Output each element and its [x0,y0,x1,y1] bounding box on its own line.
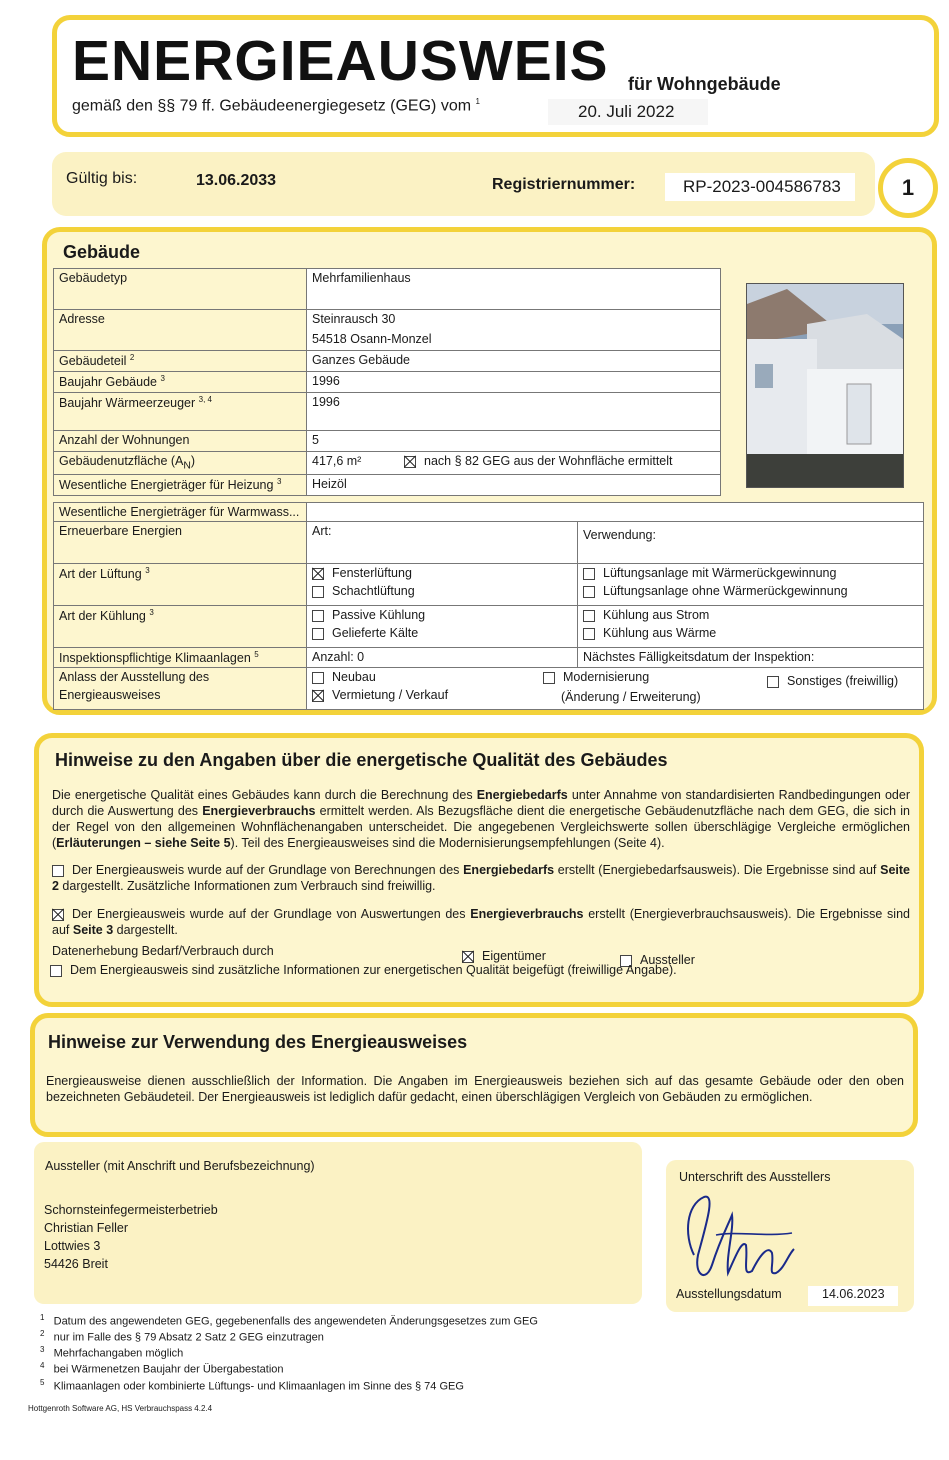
datenerhebung-label: Datenerhebung Bedarf/Verbrauch durch [52,944,274,958]
footnotes: $^1$ Datum des angewendeten GEG, gegebenenfalls des angewendeten Änderungsgesetzes zum GEG $^2$ nur im Falle des § 79 Absatz 2 Satz 2 GEG einzutragen $^3$ Mehrfachangaben möglich $^4$ bei Wärmenetzen Baujahr der Übergabestation $^5$ Klimaanlagen oder kombinierte Lüftungs- und Klimaanlagen im Sinne des § 74 GEG [40,1313,538,1393]
issue-date-value: 14.06.2023 [808,1286,898,1306]
label-baujahr: Baujahr Gebäude $^3$ [54,372,307,393]
software-credit: Hottgenroth Software AG, HS Verbrauchspass 4.2.4 [28,1404,213,1413]
label-adresse: Adresse [54,310,307,351]
kuehlung-options-left: Passive Kühlung Gelieferte Kälte [307,606,578,648]
label-klimaanlagen: Inspektionspflichtige Klimaanlagen $^5$ [54,648,307,668]
label-erneuerbare: Erneuerbare Energien [54,522,307,564]
value-wohnungen: 5 [307,431,721,452]
kuehlung-options-right: Kühlung aus Strom Kühlung aus Wärme [578,606,924,648]
value-heizung: Heizöl [307,474,721,495]
valid-until-value: 13.06.2033 [196,172,277,189]
label-lueftung: Art der Lüftung $^3$ [54,564,307,606]
anlass-options: Neubau Vermietung / Verkauf Modernisierung (Änderung / Erweiterung) Sonstiges (freiwillig) [307,668,924,710]
value-gebaeudetyp: Mehrfamilienhaus [307,269,721,310]
lueftung-options-right: Lüftungsanlage mit Wärmerückgewinnung Lüftungsanlage ohne Wärmerückgewinnung [578,564,924,606]
building-table-top [53,268,721,496]
issuer-address: Schornsteinfegermeisterbetrieb Christian Feller Lottwies 3 54426 Breit [44,1203,218,1271]
checkbox-neubau [312,672,324,684]
checkbox-lueftung-ohne-wrg [583,586,595,598]
checkbox-schachtlueftung [312,586,324,598]
datenerhebung-eigentuemer: Eigentümer [462,948,546,964]
hinweise-bedarf-option: Der Energieausweis wurde auf der Grundlage von Berechnungen des Energiebedarfs erstellt (Energiebedarfsausweis). Die Ergebnisse sind auf Seite 2 dargestellt. Zusätzliche Informationen zum Verbrauch sind freiwillig. [52,863,910,893]
label-anlass: Anlass der Ausstellung des Energieausweises [54,668,307,710]
value-baujahr: 1996 [307,372,721,393]
valid-until-label: Gültig bis: [66,170,138,187]
datenerhebung-aussteller: Aussteller [620,952,695,968]
registration-number: RP-2023-004586783 [665,173,855,201]
checkbox-wohnflaeche [404,456,416,468]
checkbox-fensterlueftung [312,568,324,580]
document-title: ENERGIEAUSWEIS [72,29,609,93]
checkbox-kuehlung-strom [583,610,595,622]
checkbox-eigentuemer [462,951,474,963]
checkbox-vermietung [312,690,324,702]
value-klima-anzahl: Anzahl: 0 [307,648,578,668]
checkbox-kuehlung-waerme [583,628,595,640]
building-table-bottom [53,502,924,710]
building-section-title: Gebäude [63,242,141,262]
value-erneuerbare-verwendung: Verwendung: [578,522,924,564]
lueftung-options-left: Fensterlüftung Schachtlüftung [307,564,578,606]
value-baujahr-waermeerzeuger: 1996 [307,393,721,431]
document-subtitle: für Wohngebäude [628,74,781,94]
checkbox-zusatzinfo [50,965,62,977]
label-heizung: Wesentliche Energieträger für Heizung $^3$ [54,474,307,495]
geg-date: 20. Juli 2022 [548,99,708,125]
label-baujahr-waermeerzeuger: Baujahr Wärmeerzeuger $^{3, 4}$ [54,393,307,431]
checkbox-verbrauchsausweis [52,909,64,921]
checkbox-bedarfsausweis [52,865,64,877]
checkbox-passive-kuehlung [312,610,324,622]
building-photo [746,283,904,488]
legal-basis: gemäß den §§ 79 ff. Gebäudeenergiegesetz (GEG) vom $^1$ [72,97,480,115]
issue-date-label: Ausstellungsdatum [676,1287,782,1301]
verwendung-title: Hinweise zur Verwendung des Energieausweises [48,1032,468,1052]
signature-image [676,1185,806,1290]
issuer-label: Aussteller (mit Anschrift und Berufsbezeichnung) [45,1159,315,1173]
page-number-badge: 1 [878,158,938,218]
value-erneuerbare-art: Art: [307,522,578,564]
label-gebaeudeteil: Gebäudeteil $^2$ [54,351,307,372]
hinweise-verbrauch-option: Der Energieausweis wurde auf der Grundlage von Auswertungen des Energieverbrauchs erstellt (Energieverbrauchsausweis). Die Ergebnisse sind auf Seite 3 dargestellt. [52,907,910,937]
signature-label: Unterschrift des Ausstellers [679,1170,831,1184]
label-warmwasser: Wesentliche Energieträger für Warmwass... [54,503,307,522]
checkbox-gelieferte-kaelte [312,628,324,640]
anlass-modernisierung-note: (Änderung / Erweiterung) [561,690,701,705]
label-wohnungen: Anzahl der Wohnungen [54,431,307,452]
hinweise-zusatz-option: Dem Energieausweis sind zusätzliche Informationen zur energetischen Qualität beigefügt (freiwillige Angabe). [50,962,908,978]
hinweise-paragraph: Die energetische Qualität eines Gebäudes kann durch die Berechnung des Energiebedarfs unter Annahme von standardisierten Randbedingungen oder durch die Auswertung des Energieverbrauchs ermittelt werden. Als Bezugsfläche dient die energetische Gebäudenutzfläche nach dem GEG, die sich in der Regel von den allgemeinen Wohnflächenangaben unterscheidet. Die angegebenen Vergleichswerte sollen überschlägige Vergleiche ermöglichen (Erläuterungen – siehe Seite 5). Teil des Energieausweises sind die Modernisierungsempfehlungen (Seite 4). [52,788,910,850]
label-nutzflaeche: Gebäudenutzfläche $(A_N)$ [54,452,307,475]
hinweise-title: Hinweise zu den Angaben über die energetische Qualität des Gebäudes [55,750,668,770]
registration-label: Registriernummer: [492,176,636,193]
value-gebaeudeteil: Ganzes Gebäude [307,351,721,372]
checkbox-sonstiges [767,676,779,688]
verwendung-text: Energieausweise dienen ausschließlich der Information. Die Angaben im Energieausweis beziehen sich auf das gesamte Gebäude oder den oben bezeichneten Gebäudeteil. Der Energieausweis ist lediglich dafür gedacht, einen überschlägigen Vergleich von Gebäuden zu ermöglichen. [46,1074,904,1104]
value-adresse: Steinrausch 30 54518 Osann-Monzel [307,310,721,351]
label-gebaeudetyp: Gebäudetyp [54,269,307,310]
value-klima-faelligkeit: Nächstes Fälligkeitsdatum der Inspektion: [578,648,924,668]
value-nutzflaeche: 417,6 m² nach § 82 GEG aus der Wohnfläche ermittelt [307,452,721,475]
value-warmwasser [307,503,924,522]
checkbox-modernisierung [543,672,555,684]
label-kuehlung: Art der Kühlung $^3$ [54,606,307,648]
checkbox-lueftung-mit-wrg [583,568,595,580]
